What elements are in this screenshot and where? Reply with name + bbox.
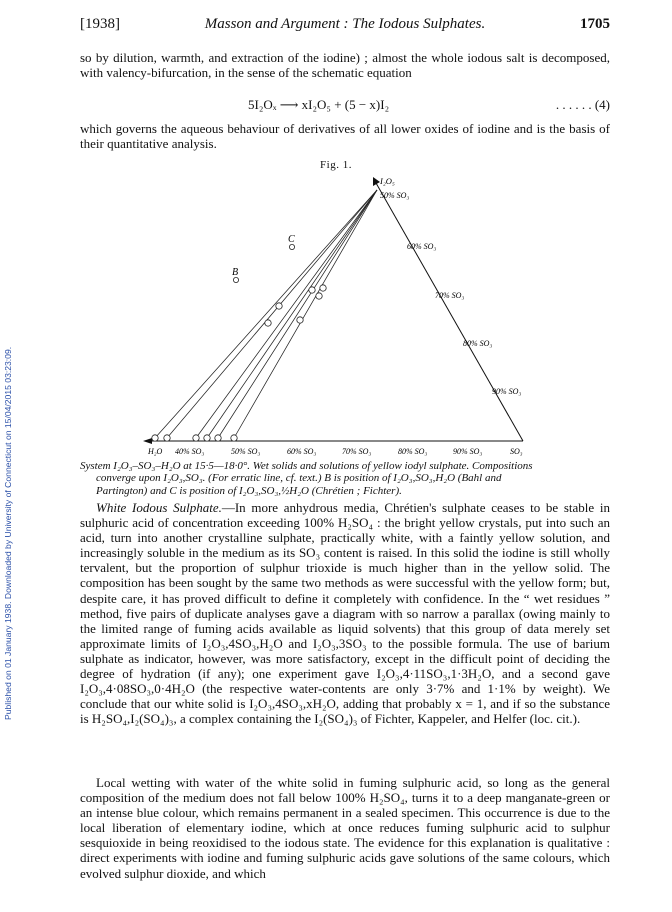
caption-line-2: converge upon I₂O₃,SO₃. (For erratic line, cf. text.) B is position of I₂O₃,SO₃,H₂O (Bahl and	[96, 472, 502, 485]
solid-point	[320, 285, 326, 291]
tie-line	[196, 190, 377, 438]
right-label-60: 60% SO₃	[407, 242, 437, 251]
bottom-point	[152, 435, 158, 441]
intro-text: so by dilution, warmth, and extraction of the iodine) ; almost the whole iodous salt is decomposed, with valency-bifurcation, in the sense of the schematic equation	[80, 50, 610, 81]
figure-caption	[80, 460, 610, 497]
point-label-b: B	[232, 267, 239, 278]
apex-label: I₂O₅	[380, 176, 395, 186]
right-label-50: 50% SO₃	[380, 191, 410, 200]
bottom-point	[193, 435, 199, 441]
bottom-label-so3: SO₃	[510, 447, 523, 456]
download-note-text: Published on 01 January 1938. Downloaded by University of Connecticut on 15/04/2015 03:23:09.	[3, 346, 13, 720]
after-equation-text: which governs the aqueous behaviour of derivatives of all lower oxides of iodine and is the basis of their quantitative analysis.	[80, 121, 610, 152]
tie-line	[234, 190, 377, 438]
right-edge	[376, 183, 523, 441]
bottom-point	[204, 435, 210, 441]
tie-line	[207, 190, 377, 438]
point-c	[289, 244, 294, 249]
solid-point	[316, 293, 322, 299]
solid-point	[265, 320, 271, 326]
data-points	[152, 244, 326, 441]
solid-point	[309, 287, 315, 293]
bottom-point	[231, 435, 237, 441]
right-label-70: 70% SO₃	[435, 291, 465, 300]
paragraph-1-text: —In more anhydrous media, Chrétien's sulphate ceases to be stable in sulphuric acid of concentration exceeding 100% H₂SO₄ : the bright yellow crystals, put into such an acid, turn into another crystalline sulphate, practically white, with a faintly yellow solution, and increasingly soluble in the medium as its SO₃ content is raised. In this solid the iodine is still wholly tervalent, but the proportion of sulphur trioxide is much higher than in the yellow solid. The composition has been sought by the same two methods as were successful with the yellow form; but, despite care, it has proved difficult to define it completely with confidence. In the “ wet residues ” method, five pairs of duplicate analyses gave a diagram with so narrow a parallax (owing mainly to the limited range of fuming acids available as liquid solvents) that this group of data merely set approximate limits of I₂O₃,4SO₃,H₂O and I₂O₃,3SO₃ to the possible formula. The use of barium sulphate as indicator, however, was more satisfactory, except in the difficult point of deciding the degree of hydration (if any); one experiment gave I₂O₃,4·11SO₃,1·3H₂O, and a second gave I₂O₃,4·08SO₃,0·4H₂O (the respective water-contents are only 3·7% and 1·1% by weight). We conclude that our white solid is I₂O₃,4SO₃,xH₂O, adding that probably x = 1, and if so the substance is H₂SO₄,I₂(SO₄)₃, a complex containing the I₂(SO₄)₃ of Fichter, Kappeler, and Helfer (loc. cit.).	[80, 500, 610, 727]
solid-point	[276, 303, 282, 309]
equation-4	[80, 97, 610, 115]
bottom-label-h2o: H₂O	[148, 447, 163, 456]
bottom-label-80: 80% SO₃	[398, 447, 428, 456]
header-title: Masson and Argument : The Iodous Sulphates.	[204, 16, 486, 32]
tie-line	[167, 190, 377, 438]
equation-text: 5I₂Oₓ ⟶ xI₂O₅ + (5 − x)I₂	[248, 97, 390, 112]
header-page-number: 1705	[580, 16, 610, 32]
bottom-label-60: 60% SO₃	[287, 447, 317, 456]
paragraph-2-text: Local wetting with water of the white solid in fuming sulphuric acid, so long as the general composition of the medium does not fall below 100% H₂SO₄, turns it to a deep manganate-green or an intense blue colour, which remains permanent in a sealed specimen. This occurrence is due to the local liberation of elementary iodine, which at once reduces fuming sulphuric acid to sulphur sesquioxide in being reoxidised to the iodous state. The evidence for this explanation is qualitative : direct experiments with iodine and fuming sulphuric acids gave solutions of the same colours, which evolved sulphur dioxide, and which	[80, 775, 610, 881]
solid-point	[297, 317, 303, 323]
paragraph-white-iodous-sulphate	[80, 500, 610, 726]
caption-line-1: System I₂O₃–SO₃–H₂O at 15·5—18·0°. Wet solids and solutions of yellow iodyl sulphate. Compositions	[80, 460, 533, 472]
after-equation-paragraph	[80, 121, 610, 151]
paragraph-heading: White Iodous Sulphate.	[96, 500, 222, 515]
point-b	[233, 277, 238, 282]
caption-line-3: Partington) and C is position of I₂O₃,SO₃,½H₂O (Chrétien ; Fichter).	[96, 484, 402, 497]
right-label-80: 80% SO₃	[463, 339, 493, 348]
bottom-label-40: 40% SO₃	[175, 447, 205, 456]
figure-label: Fig. 1.	[320, 159, 352, 171]
point-label-c: C	[288, 234, 295, 245]
bottom-point	[164, 435, 170, 441]
equation-number: . . . . . . (4)	[555, 97, 610, 112]
intro-paragraph	[80, 50, 610, 80]
right-label-90: 90% SO₃	[492, 387, 522, 396]
header-year: [1938]	[80, 16, 120, 32]
paragraph-local-wetting	[80, 775, 610, 881]
ternary-diagram	[0, 170, 672, 470]
tie-line	[155, 190, 377, 438]
bottom-axis-arrow	[143, 438, 152, 444]
bottom-point	[215, 435, 221, 441]
tie-lines	[155, 190, 377, 438]
bottom-label-70: 70% SO₃	[342, 447, 372, 456]
bottom-label-50: 50% SO₃	[231, 447, 261, 456]
tie-line	[218, 190, 377, 438]
bottom-label-90: 90% SO₃	[453, 447, 483, 456]
running-header	[80, 16, 610, 38]
